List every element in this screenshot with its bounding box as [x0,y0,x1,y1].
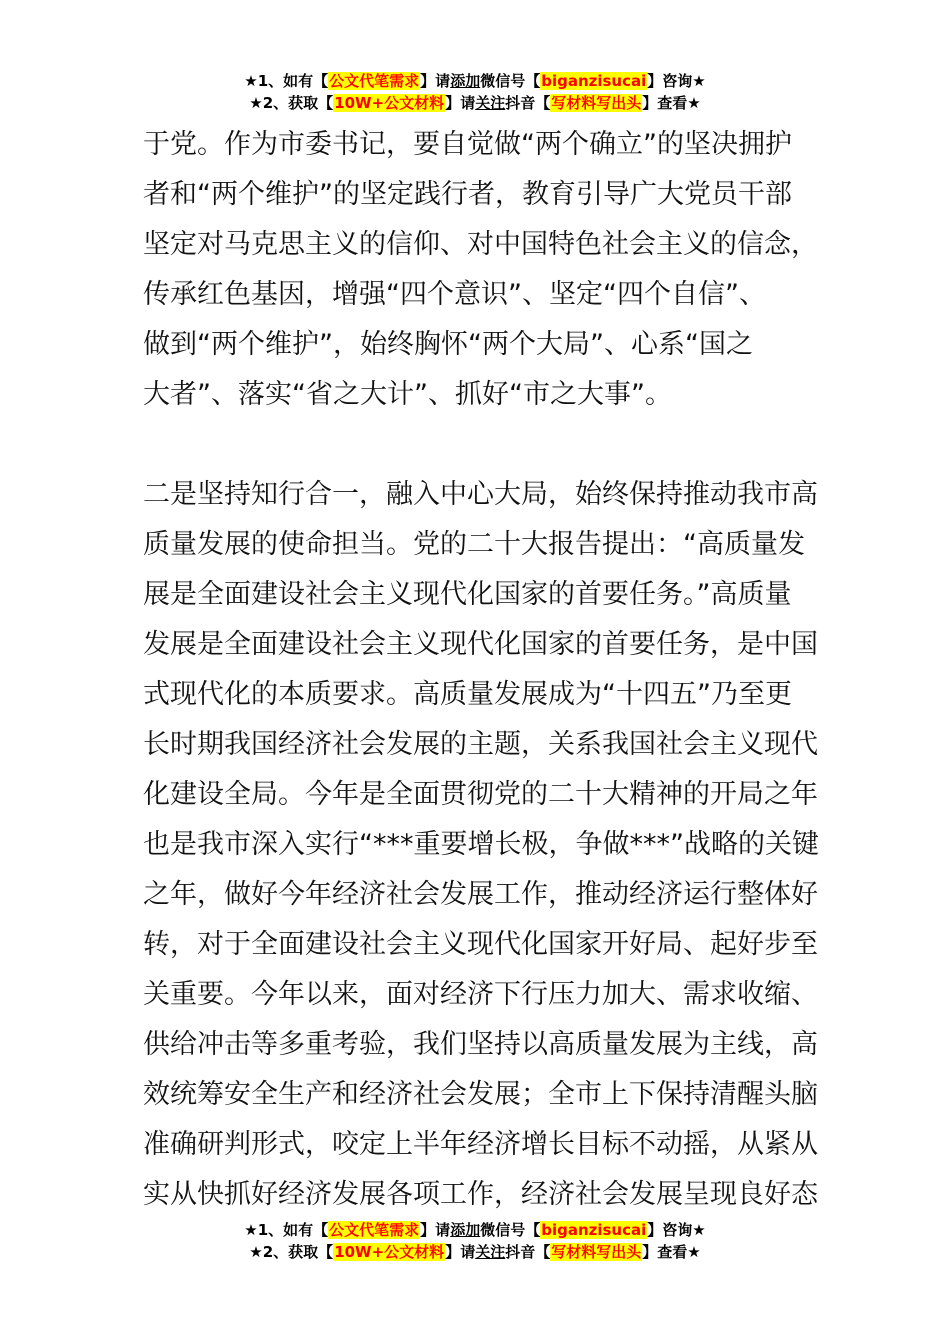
paragraph-line: 转，对于全面建设社会主义现代化国家开好局、起好步至 [143,929,818,960]
footer-line-2-highlight-douyin: 写材料写出头 [551,1243,642,1261]
paragraph-line: 长时期我国经济社会发展的主题，关系我国社会主义现代 [143,729,818,760]
footer-line-2-underline: 关注 [475,1243,506,1261]
header-line-1 [0,70,950,92]
paragraph-line: 发展是全面建设社会主义现代化国家的首要任务，是中国 [143,629,818,660]
header-banner [0,70,950,114]
footer-line-2-mid: 】请 [445,1243,476,1261]
header-line-2-highlight-materials: 10W+公文材料 [334,94,445,112]
paragraph-line: 式现代化的本质要求。高质量发展成为“十四五”乃至更 [143,679,792,710]
footer-line-2 [0,1241,950,1263]
footer-line-1-suffix: 】咨询★ [647,1221,706,1239]
paragraph-line: 实从快抓好经济发展各项工作，经济社会发展呈现良好态 [143,1179,818,1210]
footer-line-1-underline: 添加 [450,1221,481,1239]
paragraph-line: 供给冲击等多重考验，我们坚持以高质量发展为主线，高 [143,1029,818,1060]
footer-line-2-mid2: 抖音【 [505,1243,551,1261]
footer-banner [0,1219,950,1263]
footer-line-1-prefix: ★1、如有【 [244,1221,329,1239]
header-line-1-mid: 】请 [420,72,451,90]
footer-line-1-highlight-wechat: biganzisucai [541,1221,647,1239]
paragraph-line: 大者”、落实“省之大计”、抓好“市之大事”。 [143,379,672,410]
header-line-1-prefix: ★1、如有【 [244,72,329,90]
paragraph-line: 质量发展的使命担当。党的二十大报告提出：“高质量发 [143,529,805,560]
paragraph-1 [143,120,818,420]
header-line-1-highlight-service: 公文代笔需求 [329,72,420,90]
header-line-1-mid2: 微信号【 [480,72,541,90]
header-line-1-highlight-wechat: biganzisucai [541,72,647,90]
header-line-2-mid2: 抖音【 [505,94,551,112]
paragraph-line: 之年，做好今年经济社会发展工作，推动经济运行整体好 [143,879,818,910]
paragraph-line: 二是坚持知行合一，融入中心大局，始终保持推动我市高 [143,479,818,510]
header-line-2-underline: 关注 [475,94,506,112]
header-line-2-mid: 】请 [445,94,476,112]
header-line-2-suffix: 】查看★ [642,94,701,112]
paragraph-line: 也是我市深入实行“***重要增长极，争做***”战略的关键 [143,829,819,860]
paragraph-2 [143,470,819,1220]
paragraph-line: 做到“两个维护”，始终胸怀“两个大局”、心系“国之 [143,329,753,360]
paragraph-line: 关重要。今年以来，面对经济下行压力加大、需求收缩、 [143,979,818,1010]
paragraph-line: 准确研判形式，咬定上半年经济增长目标不动摇，从紧从 [143,1129,818,1160]
footer-line-2-suffix: 】查看★ [642,1243,701,1261]
footer-line-1-mid: 】请 [420,1221,451,1239]
header-line-1-underline: 添加 [450,72,481,90]
footer-line-2-highlight-materials: 10W+公文材料 [334,1243,445,1261]
paragraph-line: 化建设全局。今年是全面贯彻党的二十大精神的开局之年 [143,779,818,810]
paragraph-line: 效统筹安全生产和经济社会发展；全市上下保持清醒头脑 [143,1079,818,1110]
footer-line-1-highlight-service: 公文代笔需求 [329,1221,420,1239]
header-line-2-highlight-douyin: 写材料写出头 [551,94,642,112]
header-line-1-suffix: 】咨询★ [647,72,706,90]
footer-line-2-prefix: ★2、获取【 [249,1243,334,1261]
paragraph-line: 于党。作为市委书记，要自觉做“两个确立”的坚决拥护 [143,129,792,160]
paragraph-line: 传承红色基因，增强“四个意识”、坚定“四个自信”、 [143,279,766,310]
paragraph-line: 展是全面建设社会主义现代化国家的首要任务。”高质量 [143,579,792,610]
footer-line-1 [0,1219,950,1241]
header-line-2 [0,92,950,114]
paragraph-line: 坚定对马克思主义的信仰、对中国特色社会主义的信念， [143,229,818,260]
paragraph-line: 者和“两个维护”的坚定践行者，教育引导广大党员干部 [143,179,792,210]
footer-line-1-mid2: 微信号【 [480,1221,541,1239]
header-line-2-prefix: ★2、获取【 [249,94,334,112]
